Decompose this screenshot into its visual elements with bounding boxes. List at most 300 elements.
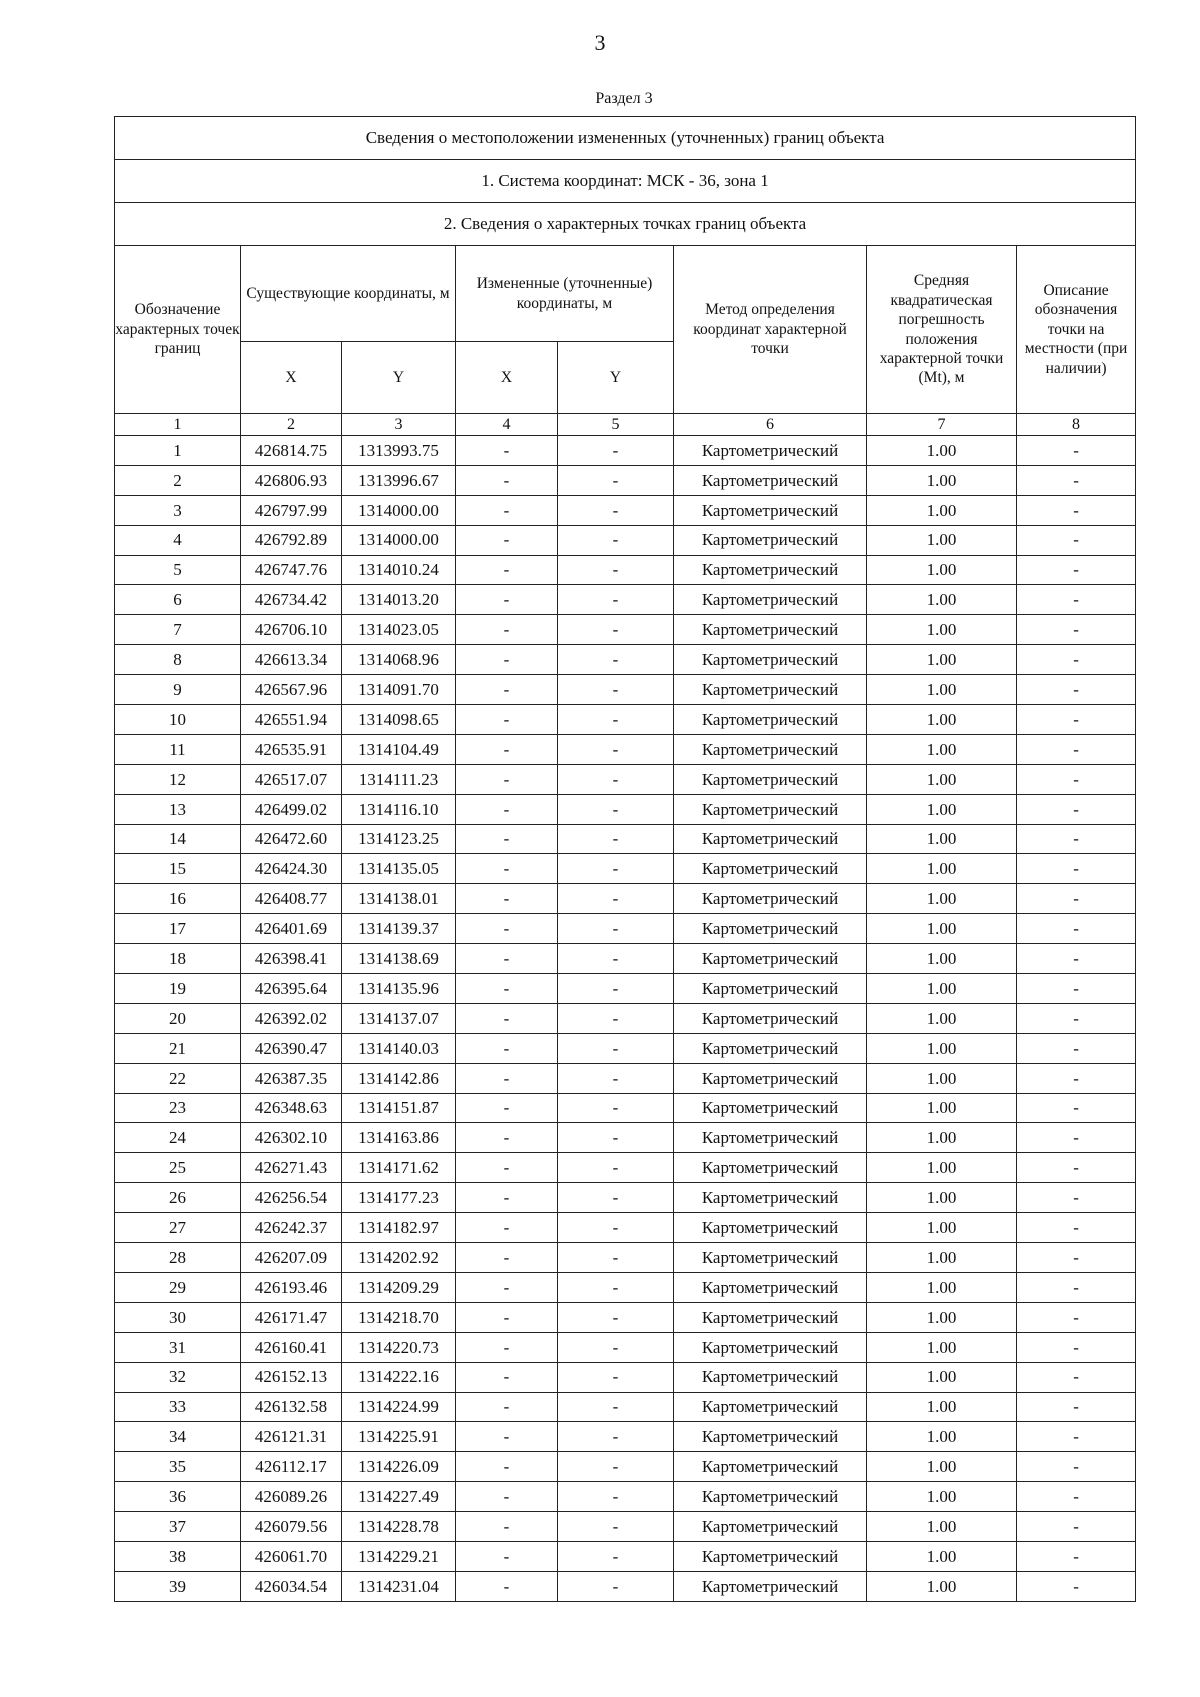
point-description-cell: - xyxy=(1017,1153,1136,1183)
mean-error-cell: 1.00 xyxy=(867,1452,1017,1482)
method-cell: Картометрический xyxy=(674,555,867,585)
header-changed-coords: Измененные (уточненные) координаты, м xyxy=(456,246,674,342)
changed-y-cell: - xyxy=(558,1063,674,1093)
existing-x-cell: 426152.13 xyxy=(241,1362,342,1392)
point-description-cell: - xyxy=(1017,645,1136,675)
changed-y-cell: - xyxy=(558,824,674,854)
method-cell: Картометрический xyxy=(674,824,867,854)
point-number-cell: 31 xyxy=(115,1332,241,1362)
existing-x-cell: 426401.69 xyxy=(241,914,342,944)
changed-x-cell: - xyxy=(456,1422,558,1452)
changed-y-cell: - xyxy=(558,1452,674,1482)
changed-x-cell: - xyxy=(456,436,558,466)
changed-x-cell: - xyxy=(456,1332,558,1362)
changed-x-cell: - xyxy=(456,675,558,705)
mean-error-cell: 1.00 xyxy=(867,1183,1017,1213)
existing-x-cell: 426551.94 xyxy=(241,705,342,735)
mean-error-cell: 1.00 xyxy=(867,794,1017,824)
table-row xyxy=(115,734,1136,764)
mean-error-cell: 1.00 xyxy=(867,1392,1017,1422)
existing-y-cell: 1314163.86 xyxy=(342,1123,456,1153)
point-description-cell: - xyxy=(1017,1272,1136,1302)
point-number-cell: 1 xyxy=(115,436,241,466)
mean-error-cell: 1.00 xyxy=(867,1153,1017,1183)
changed-y-cell: - xyxy=(558,705,674,735)
method-cell: Картометрический xyxy=(674,675,867,705)
changed-y-cell: - xyxy=(558,1272,674,1302)
point-description-cell: - xyxy=(1017,1093,1136,1123)
mean-error-cell: 1.00 xyxy=(867,914,1017,944)
point-number-cell: 4 xyxy=(115,525,241,555)
point-description-cell: - xyxy=(1017,974,1136,1004)
table-row xyxy=(115,1482,1136,1512)
method-cell: Картометрический xyxy=(674,794,867,824)
existing-y-cell: 1314098.65 xyxy=(342,705,456,735)
method-cell: Картометрический xyxy=(674,1033,867,1063)
existing-x-cell: 426395.64 xyxy=(241,974,342,1004)
changed-y-cell: - xyxy=(558,854,674,884)
changed-y-cell: - xyxy=(558,1392,674,1422)
point-number-cell: 8 xyxy=(115,645,241,675)
header-changed-x: X xyxy=(456,342,558,414)
changed-y-cell: - xyxy=(558,1213,674,1243)
point-description-cell: - xyxy=(1017,794,1136,824)
existing-y-cell: 1314225.91 xyxy=(342,1422,456,1452)
existing-x-cell: 426398.41 xyxy=(241,944,342,974)
method-cell: Картометрический xyxy=(674,944,867,974)
mean-error-cell: 1.00 xyxy=(867,555,1017,585)
existing-y-cell: 1314023.05 xyxy=(342,615,456,645)
point-number-cell: 16 xyxy=(115,884,241,914)
changed-x-cell: - xyxy=(456,495,558,525)
existing-y-cell: 1314013.20 xyxy=(342,585,456,615)
changed-y-cell: - xyxy=(558,1512,674,1542)
changed-x-cell: - xyxy=(456,645,558,675)
changed-x-cell: - xyxy=(456,914,558,944)
method-cell: Картометрический xyxy=(674,585,867,615)
point-description-cell: - xyxy=(1017,1302,1136,1332)
changed-x-cell: - xyxy=(456,944,558,974)
column-number: 4 xyxy=(456,414,558,436)
column-number: 1 xyxy=(115,414,241,436)
table-row xyxy=(115,1272,1136,1302)
table-row xyxy=(115,914,1136,944)
point-number-cell: 10 xyxy=(115,705,241,735)
changed-x-cell: - xyxy=(456,705,558,735)
table-row xyxy=(115,1033,1136,1063)
existing-x-cell: 426121.31 xyxy=(241,1422,342,1452)
existing-x-cell: 426747.76 xyxy=(241,555,342,585)
mean-error-cell: 1.00 xyxy=(867,436,1017,466)
table-row xyxy=(115,854,1136,884)
existing-y-cell: 1314231.04 xyxy=(342,1571,456,1601)
point-description-cell: - xyxy=(1017,495,1136,525)
existing-x-cell: 426734.42 xyxy=(241,585,342,615)
point-description-cell: - xyxy=(1017,1332,1136,1362)
existing-y-cell: 1314209.29 xyxy=(342,1272,456,1302)
table-row xyxy=(115,1183,1136,1213)
changed-x-cell: - xyxy=(456,1003,558,1033)
mean-error-cell: 1.00 xyxy=(867,944,1017,974)
existing-x-cell: 426499.02 xyxy=(241,794,342,824)
mean-error-cell: 1.00 xyxy=(867,585,1017,615)
changed-x-cell: - xyxy=(456,734,558,764)
table-row xyxy=(115,585,1136,615)
changed-x-cell: - xyxy=(456,1541,558,1571)
header-existing-x: X xyxy=(241,342,342,414)
point-number-cell: 38 xyxy=(115,1541,241,1571)
changed-x-cell: - xyxy=(456,824,558,854)
changed-x-cell: - xyxy=(456,1213,558,1243)
point-number-cell: 28 xyxy=(115,1243,241,1273)
method-cell: Картометрический xyxy=(674,1512,867,1542)
method-cell: Картометрический xyxy=(674,1541,867,1571)
method-cell: Картометрический xyxy=(674,1153,867,1183)
point-description-cell: - xyxy=(1017,1003,1136,1033)
existing-y-cell: 1314135.96 xyxy=(342,974,456,1004)
existing-y-cell: 1314000.00 xyxy=(342,525,456,555)
changed-y-cell: - xyxy=(558,1482,674,1512)
changed-x-cell: - xyxy=(456,465,558,495)
method-cell: Картометрический xyxy=(674,974,867,1004)
existing-x-cell: 426706.10 xyxy=(241,615,342,645)
mean-error-cell: 1.00 xyxy=(867,854,1017,884)
point-description-cell: - xyxy=(1017,436,1136,466)
table-row xyxy=(115,436,1136,466)
point-number-cell: 21 xyxy=(115,1033,241,1063)
point-description-cell: - xyxy=(1017,1541,1136,1571)
existing-x-cell: 426079.56 xyxy=(241,1512,342,1542)
point-description-cell: - xyxy=(1017,1452,1136,1482)
existing-x-cell: 426171.47 xyxy=(241,1302,342,1332)
existing-x-cell: 426089.26 xyxy=(241,1482,342,1512)
point-number-cell: 35 xyxy=(115,1452,241,1482)
changed-y-cell: - xyxy=(558,884,674,914)
existing-x-cell: 426132.58 xyxy=(241,1392,342,1422)
existing-y-cell: 1314224.99 xyxy=(342,1392,456,1422)
changed-y-cell: - xyxy=(558,734,674,764)
changed-x-cell: - xyxy=(456,1033,558,1063)
column-number: 5 xyxy=(558,414,674,436)
changed-x-cell: - xyxy=(456,555,558,585)
point-description-cell: - xyxy=(1017,1392,1136,1422)
point-number-cell: 33 xyxy=(115,1392,241,1422)
section-title: Раздел 3 xyxy=(595,90,653,107)
existing-y-cell: 1314111.23 xyxy=(342,764,456,794)
changed-y-cell: - xyxy=(558,525,674,555)
existing-x-cell: 426613.34 xyxy=(241,645,342,675)
point-description-cell: - xyxy=(1017,675,1136,705)
changed-x-cell: - xyxy=(456,615,558,645)
method-cell: Картометрический xyxy=(674,1362,867,1392)
changed-x-cell: - xyxy=(456,1063,558,1093)
point-number-cell: 12 xyxy=(115,764,241,794)
table-row xyxy=(115,1332,1136,1362)
point-number-cell: 36 xyxy=(115,1482,241,1512)
changed-x-cell: - xyxy=(456,585,558,615)
mean-error-cell: 1.00 xyxy=(867,495,1017,525)
changed-x-cell: - xyxy=(456,884,558,914)
point-description-cell: - xyxy=(1017,1033,1136,1063)
point-description-cell: - xyxy=(1017,914,1136,944)
existing-x-cell: 426207.09 xyxy=(241,1243,342,1273)
mean-error-cell: 1.00 xyxy=(867,1541,1017,1571)
table-row xyxy=(115,1153,1136,1183)
point-number-cell: 27 xyxy=(115,1213,241,1243)
existing-y-cell: 1314068.96 xyxy=(342,645,456,675)
existing-y-cell: 1314137.07 xyxy=(342,1003,456,1033)
point-number-cell: 6 xyxy=(115,585,241,615)
existing-x-cell: 426242.37 xyxy=(241,1213,342,1243)
header-point-designation: Обозначение характерных точек границ xyxy=(115,246,241,414)
column-number: 7 xyxy=(867,414,1017,436)
table-row xyxy=(115,944,1136,974)
table-row xyxy=(115,465,1136,495)
table-row xyxy=(115,1512,1136,1542)
changed-y-cell: - xyxy=(558,1302,674,1332)
mean-error-cell: 1.00 xyxy=(867,884,1017,914)
existing-x-cell: 426517.07 xyxy=(241,764,342,794)
changed-y-cell: - xyxy=(558,1422,674,1452)
point-description-cell: - xyxy=(1017,884,1136,914)
changed-y-cell: - xyxy=(558,1183,674,1213)
mean-error-cell: 1.00 xyxy=(867,1063,1017,1093)
changed-y-cell: - xyxy=(558,1332,674,1362)
point-description-cell: - xyxy=(1017,1183,1136,1213)
existing-x-cell: 426408.77 xyxy=(241,884,342,914)
column-number: 2 xyxy=(241,414,342,436)
method-cell: Картометрический xyxy=(674,645,867,675)
column-number: 6 xyxy=(674,414,867,436)
point-number-cell: 29 xyxy=(115,1272,241,1302)
changed-y-cell: - xyxy=(558,764,674,794)
changed-x-cell: - xyxy=(456,1302,558,1332)
changed-x-cell: - xyxy=(456,1093,558,1123)
mean-error-cell: 1.00 xyxy=(867,764,1017,794)
changed-y-cell: - xyxy=(558,465,674,495)
point-number-cell: 37 xyxy=(115,1512,241,1542)
changed-x-cell: - xyxy=(456,1243,558,1273)
changed-y-cell: - xyxy=(558,1571,674,1601)
mean-error-cell: 1.00 xyxy=(867,734,1017,764)
point-number-cell: 13 xyxy=(115,794,241,824)
existing-x-cell: 426302.10 xyxy=(241,1123,342,1153)
table-row xyxy=(115,675,1136,705)
table-row xyxy=(115,1362,1136,1392)
table-row xyxy=(115,1571,1136,1601)
table-title: Сведения о местоположении измененных (уточненных) границ объекта xyxy=(115,117,1136,160)
point-number-cell: 26 xyxy=(115,1183,241,1213)
existing-x-cell: 426806.93 xyxy=(241,465,342,495)
point-number-cell: 30 xyxy=(115,1302,241,1332)
mean-error-cell: 1.00 xyxy=(867,1272,1017,1302)
method-cell: Картометрический xyxy=(674,1302,867,1332)
point-description-cell: - xyxy=(1017,1063,1136,1093)
existing-y-cell: 1314177.23 xyxy=(342,1183,456,1213)
point-number-cell: 11 xyxy=(115,734,241,764)
changed-x-cell: - xyxy=(456,764,558,794)
existing-y-cell: 1314091.70 xyxy=(342,675,456,705)
method-cell: Картометрический xyxy=(674,1063,867,1093)
changed-y-cell: - xyxy=(558,436,674,466)
existing-x-cell: 426424.30 xyxy=(241,854,342,884)
point-description-cell: - xyxy=(1017,764,1136,794)
existing-y-cell: 1314228.78 xyxy=(342,1512,456,1542)
existing-y-cell: 1314138.69 xyxy=(342,944,456,974)
changed-x-cell: - xyxy=(456,1183,558,1213)
method-cell: Картометрический xyxy=(674,525,867,555)
mean-error-cell: 1.00 xyxy=(867,1512,1017,1542)
mean-error-cell: 1.00 xyxy=(867,824,1017,854)
point-description-cell: - xyxy=(1017,465,1136,495)
point-description-cell: - xyxy=(1017,615,1136,645)
changed-y-cell: - xyxy=(558,495,674,525)
changed-y-cell: - xyxy=(558,555,674,585)
point-number-cell: 32 xyxy=(115,1362,241,1392)
existing-x-cell: 426567.96 xyxy=(241,675,342,705)
header-description: Описание обозначения точки на местности (при наличии) xyxy=(1017,246,1136,414)
method-cell: Картометрический xyxy=(674,1183,867,1213)
point-number-cell: 9 xyxy=(115,675,241,705)
changed-x-cell: - xyxy=(456,1153,558,1183)
existing-x-cell: 426160.41 xyxy=(241,1332,342,1362)
existing-y-cell: 1314139.37 xyxy=(342,914,456,944)
table-row xyxy=(115,1123,1136,1153)
changed-y-cell: - xyxy=(558,1243,674,1273)
existing-x-cell: 426271.43 xyxy=(241,1153,342,1183)
table-row xyxy=(115,705,1136,735)
method-cell: Картометрический xyxy=(674,1392,867,1422)
existing-y-cell: 1314010.24 xyxy=(342,555,456,585)
existing-x-cell: 426392.02 xyxy=(241,1003,342,1033)
mean-error-cell: 1.00 xyxy=(867,1302,1017,1332)
point-description-cell: - xyxy=(1017,854,1136,884)
point-number-cell: 15 xyxy=(115,854,241,884)
changed-y-cell: - xyxy=(558,615,674,645)
point-number-cell: 25 xyxy=(115,1153,241,1183)
table-row xyxy=(115,1063,1136,1093)
changed-x-cell: - xyxy=(456,1272,558,1302)
point-number-cell: 19 xyxy=(115,974,241,1004)
points-caption: 2. Сведения о характерных точках границ объекта xyxy=(115,203,1136,246)
existing-x-cell: 426112.17 xyxy=(241,1452,342,1482)
method-cell: Картометрический xyxy=(674,705,867,735)
mean-error-cell: 1.00 xyxy=(867,1362,1017,1392)
mean-error-cell: 1.00 xyxy=(867,1482,1017,1512)
mean-error-cell: 1.00 xyxy=(867,1243,1017,1273)
method-cell: Картометрический xyxy=(674,1003,867,1033)
changed-x-cell: - xyxy=(456,1482,558,1512)
method-cell: Картометрический xyxy=(674,1272,867,1302)
existing-y-cell: 1314123.25 xyxy=(342,824,456,854)
table-row xyxy=(115,1392,1136,1422)
table-row xyxy=(115,1302,1136,1332)
existing-x-cell: 426034.54 xyxy=(241,1571,342,1601)
method-cell: Картометрический xyxy=(674,1243,867,1273)
mean-error-cell: 1.00 xyxy=(867,705,1017,735)
changed-y-cell: - xyxy=(558,1153,674,1183)
mean-error-cell: 1.00 xyxy=(867,675,1017,705)
table-row xyxy=(115,1093,1136,1123)
changed-y-cell: - xyxy=(558,914,674,944)
method-cell: Картометрический xyxy=(674,465,867,495)
column-number: 8 xyxy=(1017,414,1136,436)
table-row xyxy=(115,1003,1136,1033)
method-cell: Картометрический xyxy=(674,734,867,764)
changed-x-cell: - xyxy=(456,1571,558,1601)
table-row xyxy=(115,1213,1136,1243)
changed-y-cell: - xyxy=(558,944,674,974)
mean-error-cell: 1.00 xyxy=(867,1332,1017,1362)
table-row xyxy=(115,1452,1136,1482)
mean-error-cell: 1.00 xyxy=(867,645,1017,675)
point-number-cell: 20 xyxy=(115,1003,241,1033)
changed-y-cell: - xyxy=(558,675,674,705)
existing-x-cell: 426792.89 xyxy=(241,525,342,555)
point-number-cell: 22 xyxy=(115,1063,241,1093)
point-number-cell: 14 xyxy=(115,824,241,854)
header-changed-y: Y xyxy=(558,342,674,414)
table-row xyxy=(115,1541,1136,1571)
changed-x-cell: - xyxy=(456,525,558,555)
changed-x-cell: - xyxy=(456,794,558,824)
point-number-cell: 2 xyxy=(115,465,241,495)
changed-x-cell: - xyxy=(456,1452,558,1482)
page-number: 3 xyxy=(594,30,606,55)
table-row xyxy=(115,824,1136,854)
method-cell: Картометрический xyxy=(674,615,867,645)
changed-y-cell: - xyxy=(558,1033,674,1063)
existing-y-cell: 1314182.97 xyxy=(342,1213,456,1243)
point-description-cell: - xyxy=(1017,525,1136,555)
changed-x-cell: - xyxy=(456,1392,558,1422)
existing-y-cell: 1314140.03 xyxy=(342,1033,456,1063)
changed-y-cell: - xyxy=(558,1123,674,1153)
method-cell: Картометрический xyxy=(674,1093,867,1123)
point-description-cell: - xyxy=(1017,585,1136,615)
method-cell: Картометрический xyxy=(674,1452,867,1482)
point-description-cell: - xyxy=(1017,1362,1136,1392)
point-description-cell: - xyxy=(1017,734,1136,764)
existing-x-cell: 426797.99 xyxy=(241,495,342,525)
mean-error-cell: 1.00 xyxy=(867,525,1017,555)
existing-x-cell: 426348.63 xyxy=(241,1093,342,1123)
method-cell: Картометрический xyxy=(674,1422,867,1452)
mean-error-cell: 1.00 xyxy=(867,1422,1017,1452)
point-description-cell: - xyxy=(1017,1482,1136,1512)
point-number-cell: 17 xyxy=(115,914,241,944)
existing-x-cell: 426390.47 xyxy=(241,1033,342,1063)
table-row xyxy=(115,1243,1136,1273)
existing-y-cell: 1314227.49 xyxy=(342,1482,456,1512)
existing-y-cell: 1314220.73 xyxy=(342,1332,456,1362)
mean-error-cell: 1.00 xyxy=(867,615,1017,645)
point-description-cell: - xyxy=(1017,1422,1136,1452)
existing-x-cell: 426256.54 xyxy=(241,1183,342,1213)
existing-x-cell: 426535.91 xyxy=(241,734,342,764)
existing-y-cell: 1314104.49 xyxy=(342,734,456,764)
table-row xyxy=(115,794,1136,824)
table-row xyxy=(115,525,1136,555)
point-number-cell: 39 xyxy=(115,1571,241,1601)
changed-y-cell: - xyxy=(558,645,674,675)
column-number: 3 xyxy=(342,414,456,436)
point-description-cell: - xyxy=(1017,705,1136,735)
table-row xyxy=(115,555,1136,585)
method-cell: Картометрический xyxy=(674,1571,867,1601)
point-number-cell: 5 xyxy=(115,555,241,585)
method-cell: Картометрический xyxy=(674,1332,867,1362)
